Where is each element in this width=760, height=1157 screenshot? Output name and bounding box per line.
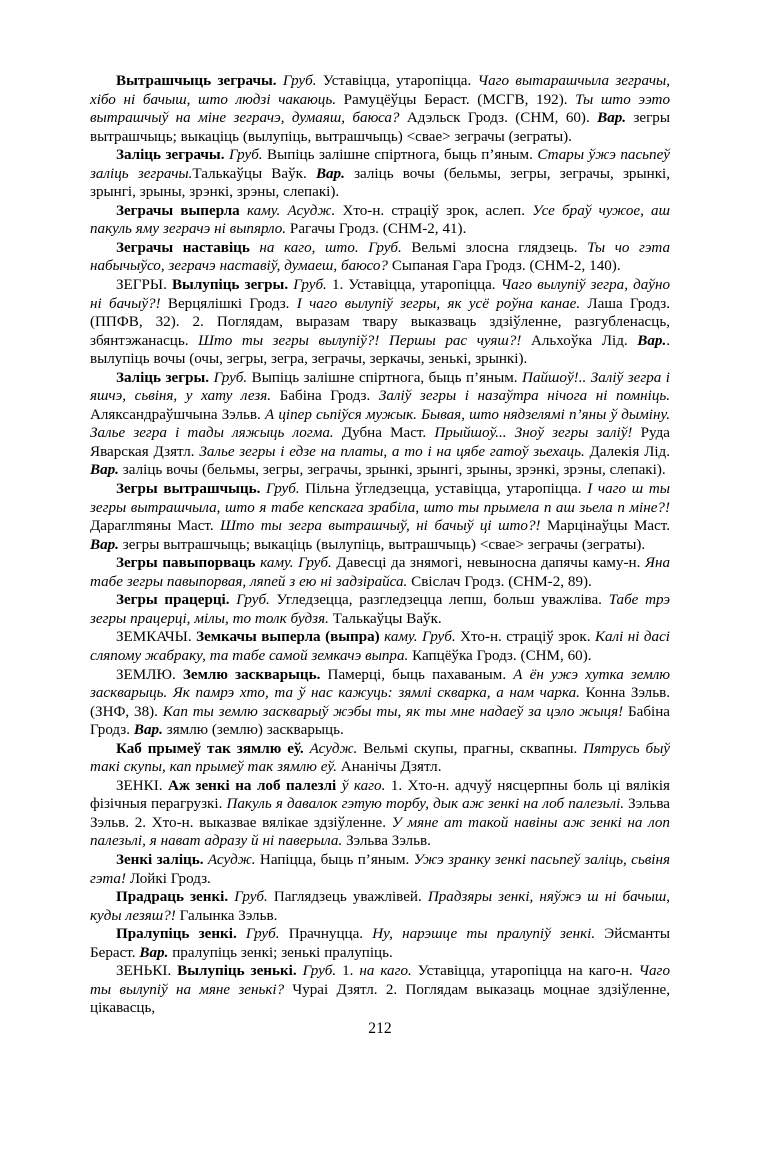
headword: Прадраць зенкі. [116, 889, 229, 906]
sense-number: 1. [385, 777, 403, 794]
grammar-note: каму. [239, 202, 288, 219]
example: Ну, нарэшце ты пралупіў зенкі. [372, 926, 596, 943]
sense-number: 1. [336, 963, 354, 980]
headword: Зенкі заліць. [116, 851, 204, 868]
entry-zehry [90, 276, 670, 369]
headword: Землю засквaрыць. [175, 666, 321, 683]
variants: зегры вытрашчыць; выкаціць (вылупіць, вытрашчыць) <свае> зеграчы (зеграты). [118, 536, 646, 553]
source: Зэльва Зэльв. [342, 833, 431, 850]
capitalized-lemma: ЗЕНКІ. [116, 777, 163, 794]
example: Залье зегры і едзе на платы, а то і на цябе гатоў зьехаць. [199, 443, 585, 460]
headword: Зеграчы наставіць [116, 239, 250, 256]
usage-label: Груб. [288, 277, 327, 294]
definition: Пільна ўгледзецца, уставіцца, утаропіцца. [299, 481, 588, 498]
entry-pradrats-zenki [90, 888, 670, 925]
usage-label: Асудж. [287, 202, 336, 219]
entry-zehry-vytrashchyts [90, 480, 670, 554]
source: Эйсманты Бераст. [90, 926, 671, 961]
usage-label: Груб. [228, 147, 263, 164]
headword: Зеграчы выперла [116, 202, 240, 219]
definition: Хто-н. выказвае вялікае здзіўленне. [146, 814, 392, 831]
usage-label: Груб. [422, 629, 456, 646]
example: І чаго вылупіў зегры, як усё роўна канае. [296, 295, 581, 312]
source: Конна Зэльв. (ЗНФ, 38). [90, 685, 670, 720]
variant-label: Вар. [637, 332, 667, 349]
headword: Вылупіць зегры. [166, 277, 289, 294]
capitalized-lemma: ЗЕГРЫ. [116, 277, 167, 294]
example: Што ты зегры вылупіў?! Першы рас чуяш?! [198, 332, 522, 349]
variants: пралупіць зенкі; зенькі пралупіць. [168, 944, 393, 961]
sense-number: 2. [385, 981, 398, 998]
source: Верцялішкі Гродз. [160, 295, 297, 312]
grammar-note: на каго. [353, 963, 412, 980]
definition: Выпіць залішне спіртнога, быць п’яным. [247, 369, 523, 386]
page-number: 212 [368, 1019, 392, 1037]
source: Лаша Гродз. (ППФВ, 32). [90, 295, 670, 331]
definition: Памерці, быць пахаваным. [320, 666, 514, 683]
source: Дараглmяны Маст. [90, 518, 221, 535]
usage-label: Груб. [213, 369, 248, 386]
source: Зэльва Зэльв. [90, 796, 670, 831]
example: Заліў зегры і назаўтра нічога ні помніць. [378, 388, 671, 405]
example: Табе трэ зегры працерці, мілы, то толк будзя. [90, 592, 670, 627]
headword: Зегры вытрашчыць. [116, 481, 261, 498]
entry-zehry-pavyporvats [90, 554, 670, 591]
entry-zehry-pratsertsi [90, 591, 670, 628]
source: Рамуцёўцы Бераст. (МСГВ, 192). [336, 91, 576, 108]
example: Усе браў чужое, аш пакуль яму зеграчэ ні выпярло. [90, 202, 671, 238]
definition: Хто-н. адчуў нясцерпны боль ці вялікія фізічныя перагрузкі. [90, 777, 670, 813]
example: Прыйшоў... Зноў зегры заліў! [434, 425, 633, 442]
variant-label: Вар. [133, 722, 163, 739]
source: Талькаўцы Ваўк. [192, 165, 316, 182]
sense-number: 2. [192, 314, 204, 331]
source: Дубна Маст. [333, 425, 435, 442]
entry-pralupits-zenki [90, 925, 670, 962]
example: Ты чо гэта набычыўсо, зеграчэ наставіў, думаеш, баюсо? [90, 239, 670, 275]
source: Далекія Лід. [584, 443, 670, 460]
definition: Уставіцца, утаропіцца на каго-н. [411, 963, 639, 980]
source: Лойкі Гродз. [126, 870, 211, 887]
headword: Каб прымеў так зямлю еў. [116, 740, 304, 757]
variants: заліць вочы (бельмы, зегры, зегрaчы, зрынкі, зрынгі, зрыны, зрэнкі, зрэны, слепакі). [118, 462, 666, 479]
definition: Поглядам выказаць моцнае здзіўленне, цікавасць, [90, 981, 670, 1017]
variant-label: Вар. [90, 536, 119, 553]
source: Сыпаная Гара Гродз. (СНМ-2, 140). [387, 258, 621, 275]
capitalized-lemma: ЗЕНЬКІ. [116, 963, 172, 980]
headword: Заліць зегры. [116, 369, 210, 386]
entry-zenki-2 [90, 962, 670, 1018]
definition: Хто-н. страціў зрок, аслеп. [335, 202, 533, 219]
entry-zalits-zehrachy [90, 146, 670, 202]
example: Ты што ээто вытрашчыў на міне зеграчэ, думаяш, баюса? [90, 91, 670, 127]
source: Руда Яварская Дзятл. [90, 425, 670, 460]
example: Калі ні дасі сляпому жабраку, та табе самой земкачэ выпра. [90, 629, 671, 664]
definition: Вельмі злосна глядзець. [401, 239, 588, 256]
headword: Заліць зеграчы. [116, 147, 225, 164]
variant-label: Вар. [90, 462, 119, 479]
entry-kab-prymeu [90, 740, 670, 777]
source: Марцінаўцы Маст. [540, 518, 670, 535]
headword: Вытрашчыць зеграчы. [116, 73, 277, 89]
definition: Прачнуцца. [279, 926, 373, 943]
entry-zalits-zehry [90, 369, 670, 480]
usage-label: Груб. [298, 555, 332, 572]
example: Ужэ зранку зенкі пасьпеў заліць, сьвіня гэта! [90, 851, 670, 887]
headword: Аж зенкі на лоб палезлі [162, 777, 337, 794]
headword: Зегры павыпорваць [116, 555, 256, 572]
source: Аляксандраўшчына Зэльв. [90, 406, 265, 423]
variant-label: Вар. [315, 165, 345, 182]
usage-label: Груб. [234, 889, 268, 906]
example: І чаго ш ты зегры вытрашчыла, што я табе кепскага зрабіла, што ты прымела п аш зьела п міне?! [90, 481, 670, 516]
grammar-note: каму. [255, 555, 299, 572]
source: Бабіна Гродз. [271, 388, 379, 405]
source: Галынка Зэльв. [175, 907, 278, 924]
definition: Угледзецца, разгледзецца лепш, больш уважліва. [269, 592, 609, 609]
usage-label: Груб. [266, 481, 300, 498]
definition: Выпіць залішне спіртнога, быць п’яным. [262, 147, 538, 164]
entry-zehrachy-nastavits [90, 239, 670, 276]
definition: Паглядзець уважлівей. [267, 889, 428, 906]
definition: Поглядам, выразам твару выказваць здзіўленне, разгубленасць, збянтэжанасць. [90, 314, 670, 349]
definition: Вельмі скупы, прагны, сквапны. [357, 740, 584, 757]
entry-vytrashchyts-zehrachy [90, 72, 670, 146]
usage-label: Груб. [296, 963, 337, 980]
usage-label: Груб. [282, 73, 317, 89]
variants: зямлю (землю) засквaрыць. [162, 722, 344, 739]
headword: Вылупіць зенькі. [171, 963, 297, 980]
source: Талькаўцы Ваўк. [328, 610, 442, 627]
usage-label: Груб. [245, 926, 280, 943]
source: Адэльск Гродз. (СНМ, 60). [399, 110, 598, 127]
text-column [90, 72, 670, 1039]
definition: Напіцца, быць п’яным. [255, 851, 414, 868]
usage-label: Асудж. [309, 740, 358, 757]
entry-zenki-zalits [90, 851, 670, 888]
example: Пятрусь быў такі скупы, кап прымеў так зямлю еў. [90, 740, 670, 776]
source: Рагачы Гродз. (СНМ-2, 41). [286, 221, 467, 238]
example: А ціпер сьпіўся мужык. Бывая, што нядзелямі п’яны ў дыміну. Залье зегра і тады ляжыць логма. [90, 406, 670, 442]
sense-number: 1. [326, 277, 344, 294]
usage-label: Груб. [236, 592, 270, 609]
source: Альхоўка Лід. [521, 332, 638, 349]
headword: Земкачы выперла (выпра) [191, 629, 380, 646]
example: Чаго вытарашчыла зеграчы, хібо ні бачыш, што людзі чакаюць. [90, 73, 671, 108]
headword: Пралупіць зенкі. [116, 926, 237, 943]
variant-label: Вар. [139, 944, 169, 961]
example: Кап ты землю засквaрыў жэбы ты, як ты мне надаеў за цэло жыця! [162, 703, 624, 720]
example: Што ты зегра вытрашчыў, ні бачыў ці што?! [220, 518, 541, 535]
usage-label: Асудж. [207, 851, 256, 868]
example: Чаго вылупіў зегра, даўно ні бачыў?! [90, 277, 671, 312]
definition: Уставіцца, утаропіцца. [316, 73, 478, 89]
entry-zemlyu [90, 666, 670, 740]
variants: зегры вытрашчыць; выкаціць (вылупіць, вытрашчыць) <свае> зеграчы (зеграты). [90, 110, 670, 145]
example: Пакуль я давалок гэтую торбу, дык аж зенкі на лоб палезьлі. [226, 796, 625, 813]
headword: Зегры працерці. [116, 592, 230, 609]
entry-zemkachy [90, 628, 670, 665]
example: У мяне ат такой навіны аж зенкі на лоп палезьлі, я нават адразу й ні паверыла. [90, 814, 670, 850]
source: Свіслач Гродз. (СНМ-2, 89). [407, 573, 592, 590]
example: Яна табе зегры павыпорвая, ляпей з ею ні задзірайса. [90, 555, 670, 590]
source: Бабіна Гродз. [90, 703, 671, 739]
grammar-note: каму. [379, 629, 423, 646]
example: Прадзяры зенкі, няўжэ ш ні бачыш, куды лезяш?! [90, 889, 671, 924]
example: Стары ўжэ пасьпеў заліць зеграчы. [90, 147, 670, 182]
capitalized-lemma: ЗЕМЛЮ. [116, 666, 176, 683]
example: Чаго ты вылупіў на мяне зенькі? [90, 963, 670, 998]
grammar-note: ў каго. [336, 777, 386, 794]
entry-zehrachy-vyperla [90, 202, 670, 239]
definition: Давесці да знямогі, невыносна дапячы каму-н. [331, 555, 646, 572]
sense-number: 2. [134, 814, 147, 831]
variants: . вылупіць вочы (очы, зегры, зегра, зеграчы, зеркачы, зенькі, зрынкі). [90, 332, 670, 368]
definition: Хто-н. страціў зрок. [455, 629, 595, 646]
source: Капцёўка Гродз. (СНМ, 60). [408, 647, 592, 664]
definition: Уставіцца, утаропіцца. [343, 277, 501, 294]
example: А ён ужэ хутка землю засквaрыць. Як памрэ хто, та ў нас кажуць: зямлі скварка, а нам чарка. [90, 666, 670, 702]
capitalized-lemma: ЗЕМКАЧЫ. [116, 629, 192, 646]
grammar-note: на каго, што. [249, 239, 369, 256]
source: Чураі Дзятл. [284, 981, 386, 998]
source: Ананічы Дзятл. [336, 759, 442, 776]
usage-label: Груб. [368, 239, 402, 256]
entry-zenki [90, 777, 670, 851]
example: Пайшоў!.. Заліў зегра і яшчэ, сьвіня, у хату лезя. [90, 369, 670, 405]
variants: заліць вочы (бельмы, зегры, зеграчы, зрынкі, зрынгі, зрыны, зрэнкі, зрэны, слепакі). [90, 165, 670, 201]
variant-label: Вар. [597, 110, 627, 127]
